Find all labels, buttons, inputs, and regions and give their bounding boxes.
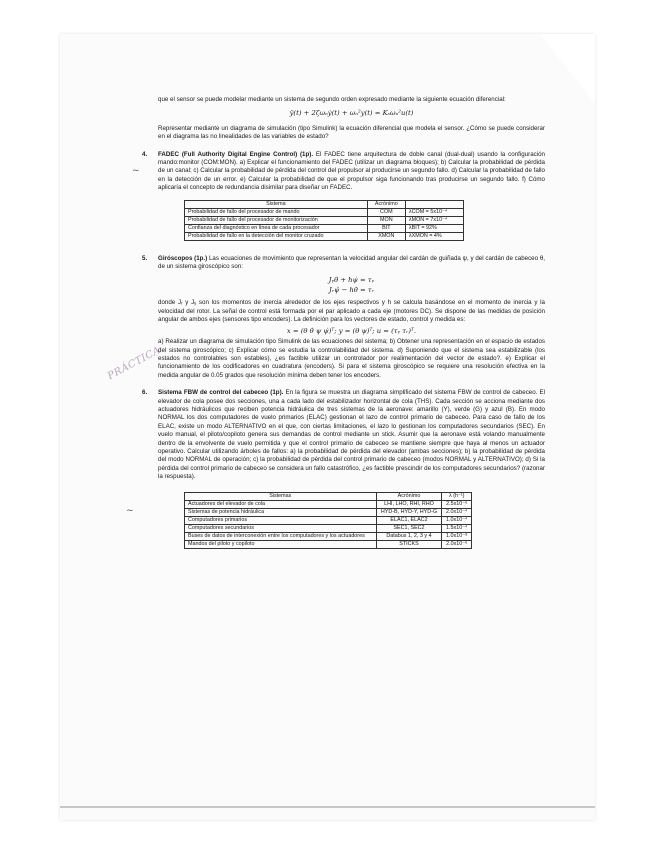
question-5-text	[158, 255, 545, 272]
gyro-equation-2: Jᵣψ̈ − hθ̇ = τᵣ	[328, 286, 375, 295]
table-row	[185, 232, 464, 240]
state-vectors-equation: x = (θ θ̇ ψ ψ̇)ᵀ; y = (θ ψ)ᵀ; u = (τᵧ τᵣ)ᵀ.	[286, 326, 417, 335]
question-6-text	[158, 389, 545, 481]
question-4-text	[158, 151, 545, 193]
table-cell: Confianza del diagnóstico en línea de cada procesador	[185, 224, 368, 232]
table-cell: λXMON = 4%	[405, 232, 463, 240]
table-cell: XMON	[367, 232, 405, 240]
table-header: Acrónimo	[367, 200, 405, 208]
table-row	[185, 208, 464, 216]
fbw-table	[184, 492, 472, 549]
table-cell: ELAC1, ELAC2	[376, 516, 442, 524]
table-header-row	[185, 492, 472, 500]
table-row	[185, 532, 472, 540]
table-row	[185, 540, 472, 548]
table-cell: SEC1, SEC2	[376, 524, 442, 532]
table-cell: Databus 1, 2, 3 y 4	[376, 532, 442, 540]
document-body	[142, 96, 545, 549]
gyro-equation-1: Jᵧθ̈ + hψ̇ = τᵧ	[328, 276, 375, 285]
table-header: Sistemas	[185, 492, 377, 500]
table-cell: Sistemas de potencia hidráulica	[185, 508, 377, 516]
table-cell: 1.5x10⁻⁴	[442, 524, 472, 532]
question-4-body: El FADEC tiene arquitectura de doble canal (dual-dual) usando la configuración mando:monitor (COM:MON). a) Explicar el funcionamiento del FADEC (utilizar un diagrama bloques); b) Calcular la probabilidad de pérdida de un canal; c) Calcular la probabilidad de pérdida del control del propulsor al producirse un segundo fallo. d) Calcular la probabilidad de fallo en la detección de un error. e) Calcular la probabilidad de que el propulsor siga funcionando tras producirse un segundo fallo. f) Cómo aplicaría el concepto de redundancia disimilar para diseñar un FADEC.	[158, 150, 545, 192]
question-5	[142, 254, 545, 380]
table-cell: 1.0x10⁻⁴	[442, 516, 472, 524]
intro-question: Representar mediante un diagrama de simulación (tipo Simulink) la ecuación diferencial que modela el sensor. ¿Cómo se puede considerar en el diagrama las no linealidades de las variables de estado?	[158, 124, 545, 141]
table-cell: Actuadores del elevador de cola	[185, 500, 377, 508]
margin-tick-q6: ~	[126, 506, 134, 516]
table-header-row	[185, 200, 464, 208]
table-row	[185, 224, 464, 232]
table-cell: λBIT = 92%	[405, 224, 463, 232]
table-cell: 1.0x10⁻⁸	[442, 532, 472, 540]
question-4	[142, 150, 545, 241]
table-cell: 2.5x10⁻⁶	[442, 500, 472, 508]
question-5-number: 5.	[142, 254, 148, 262]
fadec-table	[184, 200, 464, 241]
table-cell: λCOM = 5x10⁻⁴	[405, 208, 463, 216]
table-header: Acrónimo	[376, 492, 442, 500]
question-6	[142, 389, 545, 548]
table-header: Sistema	[185, 200, 368, 208]
table-cell: LHI, LHO, RHI, RHO	[376, 500, 442, 508]
table-cell: STICKS	[376, 540, 442, 548]
table-row	[185, 216, 464, 224]
table-row	[185, 500, 472, 508]
table-cell: Probabilidad de fallo en la detección del monitor cruzado	[185, 232, 368, 240]
table-cell: Mandos del piloto y copiloto	[185, 540, 377, 548]
question-6-title: Sistema FBW de control del cabeceo (1p).	[158, 389, 284, 397]
question-5-body: Las ecuaciones de movimiento que representan la velocidad angular del cardán de guiñada ψ, y del cardán de cabeceo θ, de un sistema giroscópico son:	[158, 254, 545, 271]
table-header: λ (h⁻¹)	[442, 492, 472, 500]
sensor-equation: ÿ(t) + 2ζωₙẏ(t) + ωₙ²y(t) = Kₛωₙ²u(t)	[289, 109, 414, 118]
table-cell: Computadores secundarios	[185, 524, 377, 532]
question-5-tasks: a) Realizar un diagrama de simulación tipo Simulink de las ecuaciones del sistema; b) Obtener una representación en el espacio de estados del sistema giroscópico; c) Explicar cómo se estudia la controlabilidad del sistema. d) Suponiendo que el sistema sea estabilizable (los estados no controlables son estables), ¿es factible utilizar un controlador por realimentación del vector de estado?. e) Explicar el funcionamiento de los codificadores en cuadratura (encoders). Si para el sistema giroscópico se requiere una resolución efectiva en la medida angular de 0.05 grados que resolución mínima deben tener los encoders.	[158, 338, 545, 379]
table-cell: COM	[367, 208, 405, 216]
table-header	[405, 200, 463, 208]
question-5-definitions: donde Jᵣ y Jᵧ son los momentos de inercia alrededor de los ejes respectivos y h se calcula basándose en el momento de inercia y la velocidad del rotor. La señal de control está formada por el par aplicado a cada eje (motores DC). Se dispone de las medidas de posición angular de ambos ejes (sensores tipo encoders). La definición para los vectores de estado, control y medida es:	[158, 299, 545, 324]
table-cell: HYD-B, HYD-Y, HYD-G	[376, 508, 442, 516]
question-4-number: 4.	[142, 150, 148, 158]
table-cell: λMON = 7x10⁻⁴	[405, 216, 463, 224]
margin-tick-q4: ~	[132, 166, 140, 176]
table-cell: 2.0x10⁻⁴	[442, 508, 472, 516]
intro-text: que el sensor se puede modelar mediante un sistema de segundo orden expresado mediante la siguiente ecuación diferencial:	[158, 96, 506, 103]
page-edge	[60, 806, 595, 808]
question-5-title: Giróscopos (1p.)	[158, 254, 208, 262]
table-cell: Buses de datos de interconexión entre los computadores y los actuadores	[185, 532, 377, 540]
practica-stamp: PRÁCTICA	[105, 344, 163, 383]
question-6-body: En la figura se muestra un diagrama simplificado del sistema FBW de control de cabeceo. El elevador de cola posee dos secciones, una a cada lado del estabilizador horizontal de cola (THS). Cada sección se acciona mediante dos actuadores hidráulicos que reciben potencia hidráulica de tres sistemas de la aeronave: amarillo (Y), verde (G) y azul (B). En modo NORMAL los dos computadores de vuelo primarios (ELAC) gestionan el lazo de control primario de cabeceo. Para caso de fallo de los ELAC, existe un modo ALTERNATIVO en el que, con ciertas limitaciones, el lazo lo gestionan los computadores secundarios (SEC). En vuelo manual, el piloto/copiloto genera sus demandas de control mediante un stick. Asumir que la aeronave está volando manualmente dentro de la envolvente de vuelo permitida y que el control primario de cabeceo se mantiene siempre que haya al menos un actuador operativo. Calcular utilizando árboles de fallos: a) la probabilidad de pérdida del elevador (ambas secciones); b) la probabilidad de pérdida del modo NORMAL de operación; c) la probabilidad de pérdida del control primario de cabeceo (modos NORMAL y ALTERNATIVO); d) Si la pérdida del control primario de cabeceo se considera un fallo catastrófico, ¿es factible prescindir de los computadores secundarios? (razonar la respuesta).	[158, 389, 545, 481]
table-cell: Probabilidad de fallo del procesador de monitorización	[185, 216, 368, 224]
table-row	[185, 516, 472, 524]
question-6-number: 6.	[142, 389, 148, 397]
table-row	[185, 508, 472, 516]
table-cell: Probabilidad de fallo del procesador de mando	[185, 208, 368, 216]
table-cell: 2.0x10⁻⁶	[442, 540, 472, 548]
question-4-title: FADEC (Full Authority Digital Engine Control) (1p).	[158, 150, 314, 158]
gyro-equations	[158, 275, 545, 295]
table-row	[185, 524, 472, 532]
table-cell: BIT	[367, 224, 405, 232]
table-cell: Computadores primarios	[185, 516, 377, 524]
folded-corner	[540, 34, 595, 104]
table-cell: MON	[367, 216, 405, 224]
